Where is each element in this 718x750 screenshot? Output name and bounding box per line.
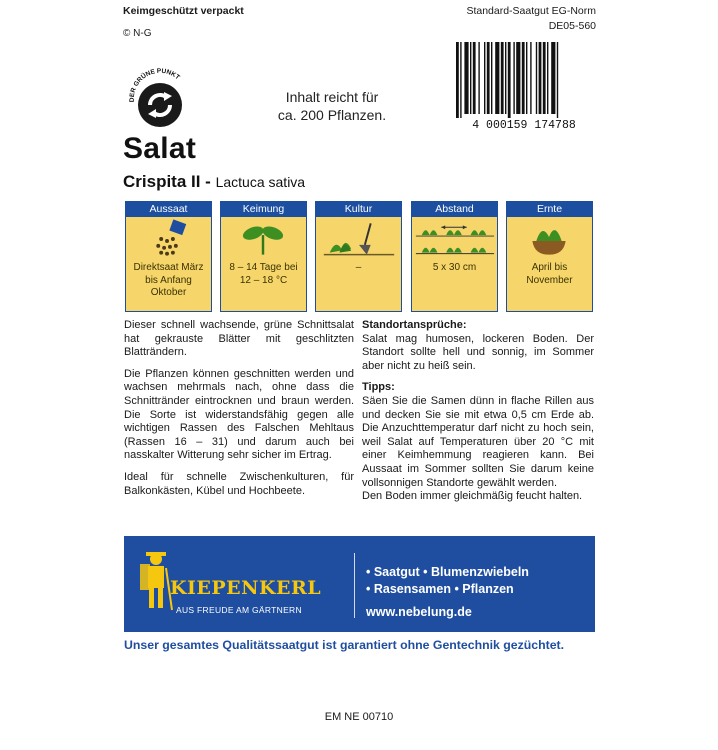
tips-text-2: Den Boden immer gleichmäßig feucht halten. <box>362 490 583 503</box>
content-note-line2: ca. 200 Pflanzen. <box>277 107 387 123</box>
panel-aussaat-text: Direktsaat März bis Anfang Oktober <box>133 262 204 298</box>
seedling-icon <box>221 219 306 259</box>
panel-ernte <box>506 201 593 312</box>
gmo-free-note: Unser gesamtes Qualitätssaatgut ist garantiert ohne Gentechnik gezüchtet. <box>124 638 565 652</box>
standard-label: Standard-Saatgut EG-Norm <box>466 5 596 17</box>
barcode-number: 4 000159 174788 <box>472 119 576 130</box>
brand-website: www.nebelung.de <box>366 605 472 619</box>
panel-keimung <box>220 201 307 312</box>
product-subtitle <box>123 172 305 192</box>
panel-aussaat <box>125 201 212 312</box>
panel-abstand-text: 5 x 30 cm <box>432 262 477 273</box>
tips-text: Säen Sie die Samen dünn in flache Rillen aus und decken Sie sie mit etwa 0,5 cm Erde ab. Die Anzuchttemperatur darf nicht zu hoch sein, weil Salat auf Temperaturen über 20 °C mit einer Keimhemmung reagieren kann. Bei Aussaat im Sommer sollten Sie darum keine vollsonnigen Standorte gewählt werden. <box>362 394 594 489</box>
description-paragraph-1: Dieser schnell wachsende, grüne Schnittsalat hat gekrauste Blätter mit geschlitzten Blatträndern. <box>124 319 354 359</box>
panel-abstand <box>411 201 498 312</box>
copyright-label: © N-G <box>123 28 152 39</box>
panel-kultur <box>315 201 402 312</box>
footer-code: EM NE 00710 <box>324 711 394 723</box>
gruener-punkt-logo <box>120 58 198 136</box>
site-heading: Standortansprüche: <box>362 319 467 331</box>
brand-line-1: • Saatgut • Blumenzwiebeln <box>366 565 529 579</box>
kiepenkerl-figure-icon <box>136 550 174 614</box>
latin-name: Lactuca sativa <box>215 174 306 190</box>
brand-slogan: AUS FREUDE AM GÄRTNERN <box>176 605 302 615</box>
seed-packet-icon <box>126 219 211 259</box>
panel-ernte-text: April bis November <box>526 262 573 286</box>
panel-aussaat-title: Aussaat <box>126 202 211 217</box>
content-note <box>262 88 402 124</box>
barcode-bars <box>452 42 597 130</box>
tips-heading: Tipps: <box>362 381 395 394</box>
shovel-plant-icon <box>316 219 401 259</box>
barcode <box>452 42 597 130</box>
spacing-icon <box>412 219 497 259</box>
product-code-label: DE05-560 <box>548 20 596 32</box>
site-text: Salat mag humosen, lockeren Boden. Der Standort sollte hell und sonnig, im Sommer aber nicht zu heiß sein. <box>362 332 594 372</box>
content-note-line1: Inhalt reicht für <box>285 89 379 105</box>
description-paragraph-2: Die Pflanzen können geschnitten werden und wachsen mehrmals nach, ohne dass die Schnittränder eintrocknen und braun werden. Die Sorte ist widerstandsfähig gegen alle wichtigen Rassen des Falschen Mehltaus (Rassen 16 – 31) und darum auch bei nasskalter Witterung sehr sicher im Ertrag. <box>124 367 354 462</box>
description-column <box>124 319 354 506</box>
banner-divider <box>354 553 355 618</box>
panel-keimung-text: 8 – 14 Tage bei 12 – 18 °C <box>229 262 298 286</box>
description-paragraph-3: Ideal für schnelle Zwischenkulturen, für Balkonkästen, Kübel und Hochbeete. <box>124 470 354 497</box>
product-title: Salat <box>123 132 197 165</box>
panel-ernte-title: Ernte <box>507 202 592 217</box>
brand-line-2: • Rasensamen • Pflanzen <box>366 582 514 596</box>
panel-kultur-title: Kultur <box>316 202 401 217</box>
panel-keimung-title: Keimung <box>221 202 306 217</box>
brand-name: KIEPENKERL <box>170 577 322 599</box>
harvest-bowl-icon <box>507 219 592 259</box>
variety-name: Crispita II - <box>123 172 211 191</box>
protected-pack-label: Keimgeschützt verpackt <box>123 5 244 17</box>
panel-abstand-title: Abstand <box>412 202 497 217</box>
instructions-column <box>362 319 594 512</box>
svg-text:DER GRÜNE PUNKT: DER GRÜNE PUNKT <box>128 67 181 103</box>
panel-kultur-text: – <box>355 262 362 273</box>
